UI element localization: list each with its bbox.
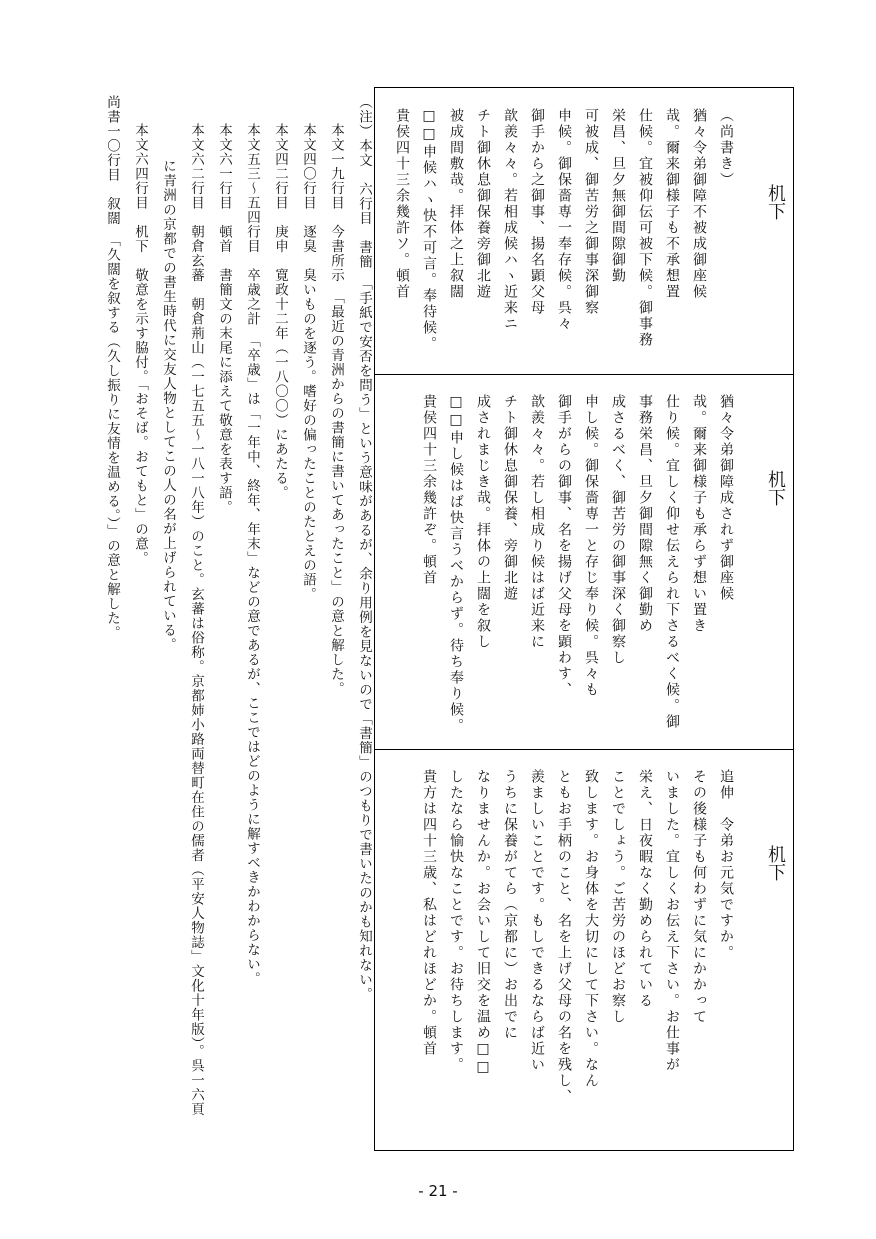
reading-line: 成されまじき哉。拝体の上闊を叙し [475, 394, 491, 650]
original-header: 机下 [765, 184, 786, 220]
reading-line: 貴侯四十三余幾許ぞ。頓首 [421, 394, 437, 586]
translation-line: なりませんか。お会いして旧交を温め□□ [475, 769, 491, 1077]
translation-line: うちに保養がてら（京都に）お出でに [502, 769, 518, 1041]
footnote: 尚書一〇行目 叙闊 「久闊を叙する（久し振りに友情を温める。）」の意と解した。 [104, 95, 120, 641]
original-line: （尚書き） [718, 108, 734, 188]
page-number: - 21 - [418, 1182, 458, 1200]
translation-panel [375, 749, 793, 1152]
original-line: 申候。御保嗇専一奉存候。呉々 [556, 108, 572, 332]
footnote: 本文六二行目 朝倉玄蕃 朝倉荊山（一七五五～一八一八年）のこと。玄蕃は俗称。京都姉小路両替町在住の儒者（平安人物誌」文化十年版）。呉一六頁 [188, 123, 204, 1117]
translation-line: 致します。お身体を大切にして下さい。なん [583, 769, 599, 1089]
translation-lines [409, 769, 733, 1105]
reading-line: 仕り候。宜しく仰せ伝えられ下さるべく候。御 [664, 394, 680, 730]
footnote: 本文六四行目 机下 敬意を示す脇付。「おそば。おてもと」の意。 [132, 123, 148, 566]
translation-line: 貴方は四十三歳、私はどれほどか。頓首 [421, 769, 437, 1057]
panel-header [757, 749, 793, 1152]
translation-line: いました。宜しくお伝え下さい。お仕事が [664, 769, 680, 1073]
panel-header [757, 374, 793, 749]
reading-line: 御手がらの御事、名を揚げ父母を顕わす、 [556, 394, 572, 698]
footnote: （注）本文 六行目 書簡 「手紙で安否を問う」という意味があるが、余り用例を見ないので「書簡」のつもりで書いたのかも知れない。 [356, 95, 372, 1002]
translation-line: 羨ましいことです。もしできるならば近い [529, 769, 545, 1073]
reading-line: 申し候。御保嗇専一と存じ奉り候。呉々も [583, 394, 599, 698]
original-line: 被成間敷哉。拝体之上叙闊 [448, 108, 464, 300]
translation-line: 栄え、日夜暇なく勤められている [637, 769, 653, 1009]
original-line: チト御休息御保養旁御北遊 [475, 108, 491, 300]
translation-line: 追伸 令弟お元気ですか。 [718, 769, 734, 961]
footnotes [88, 95, 370, 1175]
reading-line: 歆羨々々。若し相成り候はば近来に [529, 394, 545, 650]
footnote: 本文四〇行目 逐臭 臭いものを逐う。嗜好の偏ったことのたとえの語。 [300, 123, 316, 602]
letter-table [374, 87, 794, 1151]
reading-line: 哉。爾来御様子も承らず想い置き [691, 394, 707, 634]
reading-line: 事務栄昌、旦夕御間隙無く御勤め [637, 394, 653, 634]
original-line: 歆羨々々。若相成候ハヽ近来ニ [502, 108, 518, 332]
footnote: 本文四二行目 庚申 寛政十二年（一八〇〇）にあたる。 [272, 123, 288, 500]
original-line: 猶々令弟御障不被成御座候 [691, 108, 707, 300]
original-lines [382, 108, 733, 352]
original-text-panel [375, 88, 793, 374]
original-line: 哉。爾来御様子も不承想置 [664, 108, 680, 300]
footnote: 本文一九行目 今書所示 「最近の青洲からの書簡に書いてあったこと」の意と解した。 [328, 123, 344, 697]
original-line: 貴侯四十三余幾許ソ。頓首 [394, 108, 410, 300]
original-line: 御手から之御事、揚名顕父母 [529, 108, 545, 316]
footnote-continuation: に青洲の京都での書生時代に交友人物としてこの人の名が上げられている。 [160, 159, 176, 652]
reading-line: 猶々令弟御障成されず御座候 [718, 394, 734, 602]
translation-line: ともお手柄のこと、名を上げ父母の名を残し、 [556, 769, 572, 1105]
original-line: 可被成、御苦労之御事深御察 [583, 108, 599, 316]
original-line: 栄昌、旦夕無御間隙御勤 [610, 108, 626, 284]
reading-line: □□申し候はば快言うべからず。待ち奉り候。 [448, 394, 464, 734]
original-line: □□申候ハヽ快不可言。奉待候。 [421, 108, 437, 352]
footnote: 本文五三～五四行目 卒歳之計 「卒歳」は「一年中、終年、年末」などの意であるが、ここではどのように解すべきかわからない。 [244, 123, 260, 987]
reading-line: 成さるべく、御苦労の御事深く御察し [610, 394, 626, 666]
reading-line: チト御休息御保養、旁御北遊 [502, 394, 518, 602]
translation-line: したなら愉快なことです。お待ちします。 [448, 769, 464, 1073]
reading-lines [409, 394, 733, 734]
panel-header [757, 88, 793, 374]
translation-header: 机下 [765, 845, 786, 881]
translation-line: その後様子も何わずに気にかかって [691, 769, 707, 1025]
original-line: 仕候。宜被仰伝可被下候。御事務 [637, 108, 653, 348]
translation-line: ことでしょう。ご苦労のほどお察し [610, 769, 626, 1025]
reading-text-panel [375, 374, 793, 749]
reading-header: 机下 [765, 470, 786, 506]
footnote: 本文六一行目 頓首 書簡文の末尾に添えて敬意を表す語。 [216, 123, 232, 515]
